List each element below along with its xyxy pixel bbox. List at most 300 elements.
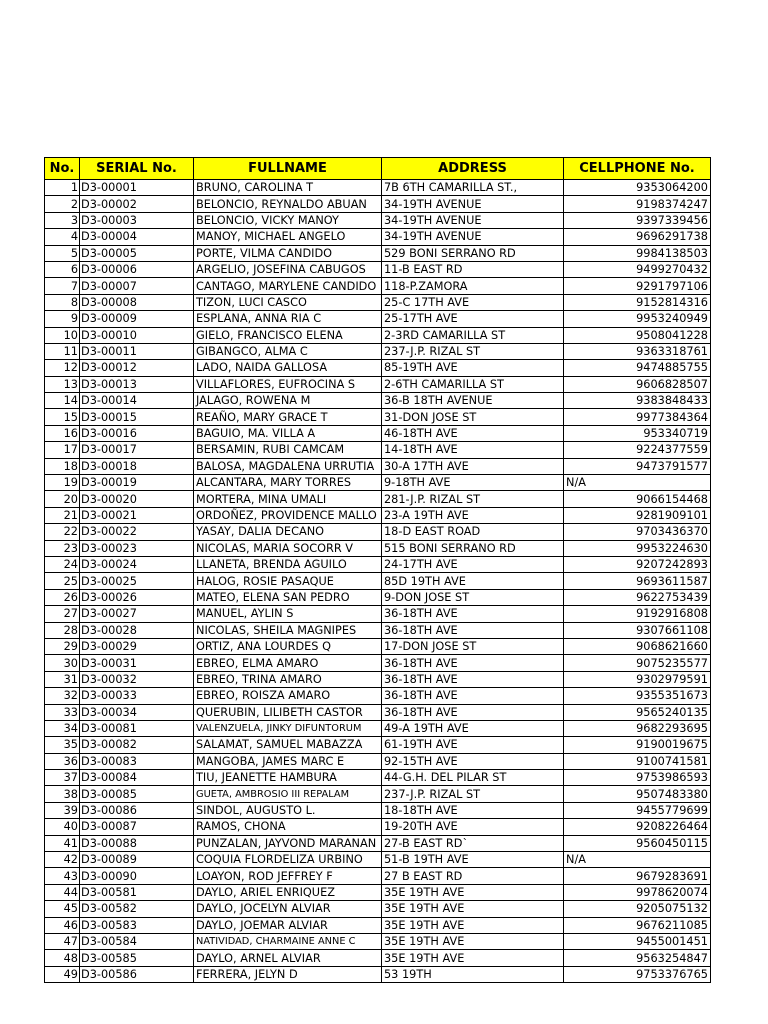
cellphone-number[interactable]: N/A xyxy=(564,475,711,491)
table-row xyxy=(45,622,711,638)
table-row xyxy=(45,261,711,277)
address[interactable]: 237-J.P. RIZAL ST xyxy=(382,786,564,802)
row-number[interactable]: 21 xyxy=(45,507,80,523)
cellphone-number[interactable]: 9606828507 xyxy=(564,376,711,392)
row-number[interactable]: 33 xyxy=(45,704,80,720)
serial-number[interactable]: D3-00001 xyxy=(80,180,194,196)
address[interactable]: 118-P.ZAMORA xyxy=(382,278,564,294)
cellphone-number[interactable]: 9205075132 xyxy=(564,901,711,917)
table-row xyxy=(45,737,711,753)
fullname[interactable]: DAYLO, ARIEL ENRIQUEZ xyxy=(194,884,382,900)
fullname[interactable]: LADO, NAIDA GALLOSA xyxy=(194,360,382,376)
cellphone-number[interactable]: 9291797106 xyxy=(564,278,711,294)
address[interactable]: 9-18TH AVE xyxy=(382,475,564,491)
table-row xyxy=(45,688,711,704)
address[interactable]: 36-18TH AVE xyxy=(382,655,564,671)
row-number[interactable]: 20 xyxy=(45,491,80,507)
serial-number[interactable]: D3-00090 xyxy=(80,868,194,884)
cellphone-number[interactable]: 9281909101 xyxy=(564,507,711,523)
serial-number[interactable]: D3-00089 xyxy=(80,852,194,868)
address[interactable]: 92-15TH AVE xyxy=(382,753,564,769)
header-address[interactable]: ADDRESS xyxy=(382,158,564,180)
fullname[interactable]: VILLAFLORES, EUFROCINA S xyxy=(194,376,382,392)
fullname[interactable]: QUERUBIN, LILIBETH CASTOR xyxy=(194,704,382,720)
address[interactable]: 46-18TH AVE xyxy=(382,425,564,441)
cellphone-number[interactable]: 9192916808 xyxy=(564,606,711,622)
row-number[interactable]: 34 xyxy=(45,720,80,736)
table-row xyxy=(45,196,711,212)
address[interactable]: 7B 6TH CAMARILLA ST., xyxy=(382,180,564,196)
fullname[interactable]: TIZON, LUCI CASCO xyxy=(194,294,382,310)
cellphone-number[interactable]: 9563254847 xyxy=(564,950,711,966)
cellphone-number[interactable]: 9068621660 xyxy=(564,638,711,654)
fullname[interactable]: LOAYON, ROD JEFFREY F xyxy=(194,868,382,884)
fullname[interactable]: FERRERA, JELYN D xyxy=(194,966,382,982)
row-number[interactable]: 45 xyxy=(45,901,80,917)
row-number[interactable]: 13 xyxy=(45,376,80,392)
address[interactable]: 85D 19TH AVE xyxy=(382,573,564,589)
serial-number[interactable]: D3-00034 xyxy=(80,704,194,720)
table-row xyxy=(45,311,711,327)
row-number[interactable]: 16 xyxy=(45,425,80,441)
cellphone-number[interactable]: N/A xyxy=(564,852,711,868)
address[interactable]: 49-A 19TH AVE xyxy=(382,720,564,736)
table-row xyxy=(45,524,711,540)
address[interactable]: 36-B 18TH AVENUE xyxy=(382,393,564,409)
table-row xyxy=(45,966,711,982)
serial-number[interactable]: D3-00085 xyxy=(80,786,194,802)
address[interactable]: 27 B EAST RD xyxy=(382,868,564,884)
cellphone-number[interactable]: 9075235577 xyxy=(564,655,711,671)
fullname[interactable]: REAÑO, MARY GRACE T xyxy=(194,409,382,425)
table-row xyxy=(45,212,711,228)
row-number[interactable]: 7 xyxy=(45,278,80,294)
fullname[interactable]: COQUIA FLORDELIZA URBINO xyxy=(194,852,382,868)
address[interactable]: 9-DON JOSE ST xyxy=(382,589,564,605)
row-number[interactable]: 32 xyxy=(45,688,80,704)
fullname[interactable]: GIBANGCO, ALMA C xyxy=(194,343,382,359)
row-number[interactable]: 31 xyxy=(45,671,80,687)
address[interactable]: 36-18TH AVE xyxy=(382,606,564,622)
table-row xyxy=(45,540,711,556)
cellphone-number[interactable]: 9753376765 xyxy=(564,966,711,982)
cellphone-number[interactable]: 9474885755 xyxy=(564,360,711,376)
cellphone-number[interactable]: 9499270432 xyxy=(564,261,711,277)
table-row xyxy=(45,589,711,605)
address[interactable]: 19-20TH AVE xyxy=(382,819,564,835)
table-row xyxy=(45,802,711,818)
row-number[interactable]: 35 xyxy=(45,737,80,753)
cellphone-number[interactable]: 9066154468 xyxy=(564,491,711,507)
address[interactable]: 515 BONI SERRANO RD xyxy=(382,540,564,556)
table-row xyxy=(45,294,711,310)
cellphone-number[interactable]: 9383848433 xyxy=(564,393,711,409)
row-number[interactable]: 17 xyxy=(45,442,80,458)
address[interactable]: 14-18TH AVE xyxy=(382,442,564,458)
cellphone-number[interactable]: 9198374247 xyxy=(564,196,711,212)
serial-number[interactable]: D3-00033 xyxy=(80,688,194,704)
row-number[interactable]: 46 xyxy=(45,917,80,933)
fullname[interactable]: ALCANTARA, MARY TORRES xyxy=(194,475,382,491)
serial-number[interactable]: D3-00011 xyxy=(80,343,194,359)
fullname[interactable]: NATIVIDAD, CHARMAINE ANNE C xyxy=(194,933,382,949)
table-row xyxy=(45,868,711,884)
fullname[interactable]: TIU, JEANETTE HAMBURA xyxy=(194,770,382,786)
fullname[interactable]: DAYLO, ARNEL ALVIAR xyxy=(194,950,382,966)
serial-number[interactable]: D3-00018 xyxy=(80,458,194,474)
cellphone-number[interactable]: 9676211085 xyxy=(564,917,711,933)
row-number[interactable]: 27 xyxy=(45,606,80,622)
address[interactable]: 35E 19TH AVE xyxy=(382,884,564,900)
address[interactable]: 35E 19TH AVE xyxy=(382,950,564,966)
serial-number[interactable]: D3-00586 xyxy=(80,966,194,982)
fullname[interactable]: ESPLANA, ANNA RIA C xyxy=(194,311,382,327)
serial-number[interactable]: D3-00025 xyxy=(80,573,194,589)
address[interactable]: 2-6TH CAMARILLA ST xyxy=(382,376,564,392)
fullname[interactable]: CANTAGO, MARYLENE CANDIDO xyxy=(194,278,382,294)
table-body xyxy=(45,180,711,983)
cellphone-number[interactable]: 9953240949 xyxy=(564,311,711,327)
serial-number[interactable]: D3-00008 xyxy=(80,294,194,310)
fullname[interactable]: SINDOL, AUGUSTO L. xyxy=(194,802,382,818)
serial-number[interactable]: D3-00023 xyxy=(80,540,194,556)
cellphone-number[interactable]: 9455779699 xyxy=(564,802,711,818)
serial-number[interactable]: D3-00081 xyxy=(80,720,194,736)
row-number[interactable]: 3 xyxy=(45,212,80,228)
table-row xyxy=(45,376,711,392)
serial-number[interactable]: D3-00024 xyxy=(80,556,194,572)
table-row xyxy=(45,770,711,786)
fullname[interactable]: YASAY, DALIA DECANO xyxy=(194,524,382,540)
fullname[interactable]: MANUEL, AYLIN S xyxy=(194,606,382,622)
row-number[interactable]: 10 xyxy=(45,327,80,343)
table-row xyxy=(45,901,711,917)
serial-number[interactable]: D3-00002 xyxy=(80,196,194,212)
serial-number[interactable]: D3-00583 xyxy=(80,917,194,933)
row-number[interactable]: 49 xyxy=(45,966,80,982)
address[interactable]: 35E 19TH AVE xyxy=(382,901,564,917)
address[interactable]: 35E 19TH AVE xyxy=(382,933,564,949)
serial-number[interactable]: D3-00028 xyxy=(80,622,194,638)
table-row xyxy=(45,425,711,441)
fullname[interactable]: PORTE, VILMA CANDIDO xyxy=(194,245,382,261)
cellphone-number[interactable]: 9565240135 xyxy=(564,704,711,720)
cellphone-number[interactable]: 9208226464 xyxy=(564,819,711,835)
fullname[interactable]: ARGELIO, JOSEFINA CABUGOS xyxy=(194,261,382,277)
table-row xyxy=(45,671,711,687)
serial-number[interactable]: D3-00582 xyxy=(80,901,194,917)
row-number[interactable]: 6 xyxy=(45,261,80,277)
fullname[interactable]: ORTIZ, ANA LOURDES Q xyxy=(194,638,382,654)
cellphone-number[interactable]: 9679283691 xyxy=(564,868,711,884)
fullname[interactable]: MANOY, MICHAEL ANGELO xyxy=(194,229,382,245)
fullname[interactable]: PUNZALAN, JAYVOND MARANAN xyxy=(194,835,382,851)
cellphone-number[interactable]: 9693611587 xyxy=(564,573,711,589)
row-number[interactable]: 40 xyxy=(45,819,80,835)
registry-table xyxy=(44,157,711,983)
cellphone-number[interactable]: 9302979591 xyxy=(564,671,711,687)
address[interactable]: 53 19TH xyxy=(382,966,564,982)
fullname[interactable]: MANGOBA, JAMES MARC E xyxy=(194,753,382,769)
cellphone-number[interactable]: 9152814316 xyxy=(564,294,711,310)
serial-number[interactable]: D3-00010 xyxy=(80,327,194,343)
row-number[interactable]: 37 xyxy=(45,770,80,786)
row-number[interactable]: 24 xyxy=(45,556,80,572)
table-row xyxy=(45,180,711,196)
address[interactable]: 281-J.P. RIZAL ST xyxy=(382,491,564,507)
table-row xyxy=(45,475,711,491)
address[interactable]: 44-G.H. DEL PILAR ST xyxy=(382,770,564,786)
fullname[interactable]: EBREO, ROISZA AMARO xyxy=(194,688,382,704)
serial-number[interactable]: D3-00006 xyxy=(80,261,194,277)
cellphone-number[interactable]: 9224377559 xyxy=(564,442,711,458)
row-number[interactable]: 43 xyxy=(45,868,80,884)
table-row xyxy=(45,835,711,851)
row-number[interactable]: 23 xyxy=(45,540,80,556)
fullname[interactable]: MATEO, ELENA SAN PEDRO xyxy=(194,589,382,605)
fullname[interactable]: BELONCIO, REYNALDO ABUAN xyxy=(194,196,382,212)
fullname[interactable]: BALOSA, MAGDALENA URRUTIA xyxy=(194,458,382,474)
serial-number[interactable]: D3-00584 xyxy=(80,933,194,949)
fullname[interactable]: ORDOÑEZ, PROVIDENCE MALLO xyxy=(194,507,382,523)
serial-number[interactable]: D3-00581 xyxy=(80,884,194,900)
cellphone-number[interactable]: 9977384364 xyxy=(564,409,711,425)
fullname[interactable]: EBREO, TRINA AMARO xyxy=(194,671,382,687)
table-row xyxy=(45,638,711,654)
row-number[interactable]: 18 xyxy=(45,458,80,474)
address[interactable]: 23-A 19TH AVE xyxy=(382,507,564,523)
serial-number[interactable]: D3-00026 xyxy=(80,589,194,605)
cellphone-number[interactable]: 9682293695 xyxy=(564,720,711,736)
row-number[interactable]: 15 xyxy=(45,409,80,425)
cellphone-number[interactable]: 9100741581 xyxy=(564,753,711,769)
serial-number[interactable]: D3-00012 xyxy=(80,360,194,376)
serial-number[interactable]: D3-00016 xyxy=(80,425,194,441)
cellphone-number[interactable]: 9507483380 xyxy=(564,786,711,802)
fullname[interactable]: SALAMAT, SAMUEL MABAZZA xyxy=(194,737,382,753)
address[interactable]: 35E 19TH AVE xyxy=(382,917,564,933)
header-row xyxy=(45,158,711,180)
fullname[interactable]: DAYLO, JOEMAR ALVIAR xyxy=(194,917,382,933)
address[interactable]: 34-19TH AVENUE xyxy=(382,196,564,212)
address[interactable]: 24-17TH AVE xyxy=(382,556,564,572)
cellphone-number[interactable]: 9355351673 xyxy=(564,688,711,704)
serial-number[interactable]: D3-00083 xyxy=(80,753,194,769)
cellphone-number[interactable]: 9560450115 xyxy=(564,835,711,851)
address[interactable]: 61-19TH AVE xyxy=(382,737,564,753)
table-row xyxy=(45,819,711,835)
cellphone-number[interactable]: 9473791577 xyxy=(564,458,711,474)
table-row xyxy=(45,556,711,572)
row-number[interactable]: 14 xyxy=(45,393,80,409)
table-row xyxy=(45,458,711,474)
row-number[interactable]: 8 xyxy=(45,294,80,310)
address[interactable]: 30-A 17TH AVE xyxy=(382,458,564,474)
address[interactable]: 18-18TH AVE xyxy=(382,802,564,818)
cellphone-number[interactable]: 9353064200 xyxy=(564,180,711,196)
row-number[interactable]: 38 xyxy=(45,786,80,802)
fullname[interactable]: HALOG, ROSIE PASAQUE xyxy=(194,573,382,589)
cellphone-number[interactable]: 9622753439 xyxy=(564,589,711,605)
serial-number[interactable]: D3-00585 xyxy=(80,950,194,966)
cellphone-number[interactable]: 9753986593 xyxy=(564,770,711,786)
fullname[interactable]: RAMOS, CHONA xyxy=(194,819,382,835)
serial-number[interactable]: D3-00019 xyxy=(80,475,194,491)
address[interactable]: 2-3RD CAMARILLA ST xyxy=(382,327,564,343)
fullname[interactable]: VALENZUELA, JINKY DIFUNTORUM xyxy=(194,720,382,736)
table-row xyxy=(45,655,711,671)
address[interactable]: 27-B EAST RD` xyxy=(382,835,564,851)
serial-number[interactable]: D3-00015 xyxy=(80,409,194,425)
serial-number[interactable]: D3-00020 xyxy=(80,491,194,507)
fullname[interactable]: BERSAMIN, RUBI CAMCAM xyxy=(194,442,382,458)
table-row xyxy=(45,343,711,359)
fullname[interactable]: GUETA, AMBROSIO III REPALAM xyxy=(194,786,382,802)
cellphone-number[interactable]: 9190019675 xyxy=(564,737,711,753)
row-number[interactable]: 4 xyxy=(45,229,80,245)
serial-number[interactable]: D3-00027 xyxy=(80,606,194,622)
address[interactable]: 529 BONI SERRANO RD xyxy=(382,245,564,261)
serial-number[interactable]: D3-00004 xyxy=(80,229,194,245)
table-row xyxy=(45,786,711,802)
serial-number[interactable]: D3-00086 xyxy=(80,802,194,818)
row-number[interactable]: 29 xyxy=(45,638,80,654)
table-row xyxy=(45,852,711,868)
header-no[interactable]: No. xyxy=(45,158,80,180)
serial-number[interactable]: D3-00009 xyxy=(80,311,194,327)
cellphone-number[interactable]: 9953224630 xyxy=(564,540,711,556)
table-row xyxy=(45,229,711,245)
fullname[interactable]: EBREO, ELMA AMARO xyxy=(194,655,382,671)
row-number[interactable]: 42 xyxy=(45,852,80,868)
address[interactable]: 85-19TH AVE xyxy=(382,360,564,376)
cellphone-number[interactable]: 953340719 xyxy=(564,425,711,441)
address[interactable]: 18-D EAST ROAD xyxy=(382,524,564,540)
cellphone-number[interactable]: 9307661108 xyxy=(564,622,711,638)
cellphone-number[interactable]: 9207242893 xyxy=(564,556,711,572)
fullname[interactable]: JALAGO, ROWENA M xyxy=(194,393,382,409)
table-row xyxy=(45,245,711,261)
fullname[interactable]: BELONCIO, VICKY MANOY xyxy=(194,212,382,228)
address[interactable]: 36-18TH AVE xyxy=(382,688,564,704)
serial-number[interactable]: D3-00007 xyxy=(80,278,194,294)
address[interactable]: 25-17TH AVE xyxy=(382,311,564,327)
cellphone-number[interactable]: 9363318761 xyxy=(564,343,711,359)
row-number[interactable]: 12 xyxy=(45,360,80,376)
row-number[interactable]: 19 xyxy=(45,475,80,491)
address[interactable]: 34-19TH AVENUE xyxy=(382,212,564,228)
address[interactable]: 25-C 17TH AVE xyxy=(382,294,564,310)
row-number[interactable]: 22 xyxy=(45,524,80,540)
row-number[interactable]: 36 xyxy=(45,753,80,769)
row-number[interactable]: 44 xyxy=(45,884,80,900)
serial-number[interactable]: D3-00021 xyxy=(80,507,194,523)
table-row xyxy=(45,327,711,343)
fullname[interactable]: LLANETA, BRENDA AGUILO xyxy=(194,556,382,572)
address[interactable]: 36-18TH AVE xyxy=(382,671,564,687)
table-row xyxy=(45,884,711,900)
serial-number[interactable]: D3-00031 xyxy=(80,655,194,671)
table-row xyxy=(45,606,711,622)
header-fullname[interactable]: FULLNAME xyxy=(194,158,382,180)
row-number[interactable]: 30 xyxy=(45,655,80,671)
serial-number[interactable]: D3-00003 xyxy=(80,212,194,228)
address[interactable]: 17-DON JOSE ST xyxy=(382,638,564,654)
serial-number[interactable]: D3-00022 xyxy=(80,524,194,540)
address[interactable]: 34-19TH AVENUE xyxy=(382,229,564,245)
address[interactable]: 51-B 19TH AVE xyxy=(382,852,564,868)
table-row xyxy=(45,933,711,949)
table-row xyxy=(45,704,711,720)
table-row xyxy=(45,950,711,966)
fullname[interactable]: NICOLAS, MARIA SOCORR V xyxy=(194,540,382,556)
address[interactable]: 36-18TH AVE xyxy=(382,622,564,638)
row-number[interactable]: 47 xyxy=(45,933,80,949)
cellphone-number[interactable]: 9703436370 xyxy=(564,524,711,540)
serial-number[interactable]: D3-00087 xyxy=(80,819,194,835)
cellphone-number[interactable]: 9508041228 xyxy=(564,327,711,343)
table-row xyxy=(45,393,711,409)
address[interactable]: 237-J.P. RIZAL ST xyxy=(382,343,564,359)
row-number[interactable]: 1 xyxy=(45,180,80,196)
row-number[interactable]: 28 xyxy=(45,622,80,638)
header-serial[interactable]: SERIAL No. xyxy=(80,158,194,180)
fullname[interactable]: BAGUIO, MA. VILLA A xyxy=(194,425,382,441)
fullname[interactable]: NICOLAS, SHEILA MAGNIPES xyxy=(194,622,382,638)
serial-number[interactable]: D3-00088 xyxy=(80,835,194,851)
table-row xyxy=(45,491,711,507)
cellphone-number[interactable]: 9696291738 xyxy=(564,229,711,245)
serial-number[interactable]: D3-00017 xyxy=(80,442,194,458)
row-number[interactable]: 5 xyxy=(45,245,80,261)
row-number[interactable]: 39 xyxy=(45,802,80,818)
row-number[interactable]: 9 xyxy=(45,311,80,327)
row-number[interactable]: 11 xyxy=(45,343,80,359)
table-row xyxy=(45,360,711,376)
row-number[interactable]: 2 xyxy=(45,196,80,212)
address[interactable]: 11-B EAST RD xyxy=(382,261,564,277)
fullname[interactable]: DAYLO, JOCELYN ALVIAR xyxy=(194,901,382,917)
cellphone-number[interactable]: 9984138503 xyxy=(564,245,711,261)
cellphone-number[interactable]: 9397339456 xyxy=(564,212,711,228)
serial-number[interactable]: D3-00029 xyxy=(80,638,194,654)
table-row xyxy=(45,917,711,933)
serial-number[interactable]: D3-00013 xyxy=(80,376,194,392)
serial-number[interactable]: D3-00014 xyxy=(80,393,194,409)
address[interactable]: 36-18TH AVE xyxy=(382,704,564,720)
row-number[interactable]: 26 xyxy=(45,589,80,605)
serial-number[interactable]: D3-00005 xyxy=(80,245,194,261)
header-cellphone[interactable]: CELLPHONE No. xyxy=(564,158,711,180)
serial-number[interactable]: D3-00084 xyxy=(80,770,194,786)
fullname[interactable]: MORTERA, MINA UMALI xyxy=(194,491,382,507)
address[interactable]: 31-DON JOSE ST xyxy=(382,409,564,425)
serial-number[interactable]: D3-00082 xyxy=(80,737,194,753)
row-number[interactable]: 25 xyxy=(45,573,80,589)
table-row xyxy=(45,720,711,736)
row-number[interactable]: 48 xyxy=(45,950,80,966)
fullname[interactable]: GIELO, FRANCISCO ELENA xyxy=(194,327,382,343)
fullname[interactable]: BRUNO, CAROLINA T xyxy=(194,180,382,196)
table-row xyxy=(45,507,711,523)
cellphone-number[interactable]: 9455001451 xyxy=(564,933,711,949)
cellphone-number[interactable]: 9978620074 xyxy=(564,884,711,900)
table-row xyxy=(45,278,711,294)
serial-number[interactable]: D3-00032 xyxy=(80,671,194,687)
table-row xyxy=(45,573,711,589)
table-row xyxy=(45,753,711,769)
row-number[interactable]: 41 xyxy=(45,835,80,851)
